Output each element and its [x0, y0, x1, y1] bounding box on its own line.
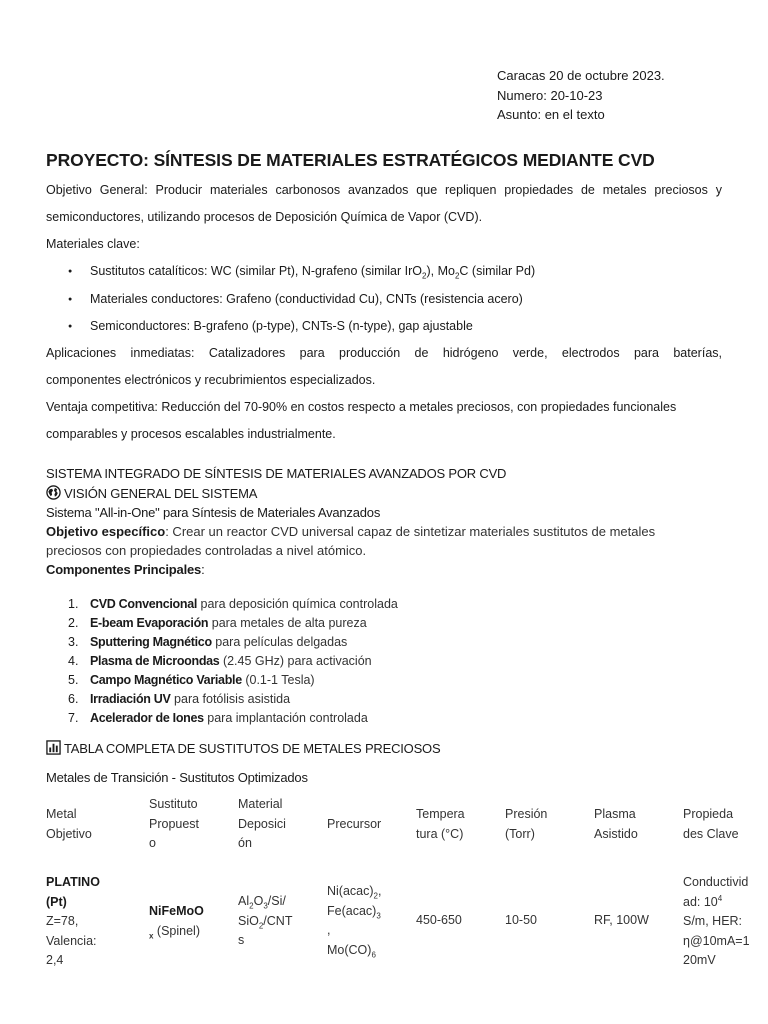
applications-line-1: Aplicaciones inmediatas: Catalizadores para producción de hidrógeno verde, electrodos para baterías,	[46, 346, 722, 360]
document-number: Numero: 20-10-23	[497, 87, 603, 103]
table-cell-properties: Conductivid ad: $10^4$ S/m, HER: η@10mA=1 20mV	[683, 875, 750, 967]
advantage-line-1: Ventaja competitiva: Reducción del 70-90% en costos respecto a metales preciosos, con propiedades funcionales	[46, 400, 677, 414]
table-subheading: Metales de Transición - Sustitutos Optimizados	[46, 770, 308, 785]
letter-header	[497, 66, 665, 125]
table-cell-temperature: 450-650	[416, 913, 462, 927]
table-cell-metal: PLATINO (Pt) Z=78, Valencia: 2,4	[46, 875, 100, 967]
specific-objective-cont: preciosos con propiedades controladas a nivel atómico.	[46, 543, 367, 558]
place-date: Caracas 20 de octubre 2023.	[497, 68, 665, 83]
list-item: ● Materiales conductores: Grafeno (conductividad Cu), CNTs (resistencia acero)	[66, 286, 535, 314]
components-list	[68, 595, 398, 728]
specific-objective: Objetivo específico: Crear un reactor CVD universal capaz de sintetizar materiales sustitutos de metales	[46, 524, 656, 539]
advantage-line-2: comparables y procesos escalables industrialmente.	[46, 427, 336, 441]
table-cell-precursor: $Ni(acac)_2$, $Fe(acac)_3$ , $Mo(CO)_6$	[327, 884, 382, 959]
table-header-plasma: Plasma Asistido	[594, 807, 638, 841]
table-header-material: Material Deposici ón	[238, 797, 286, 850]
system-subtitle: Sistema "All-in-One" para Síntesis de Materiales Avanzados	[46, 505, 381, 520]
globe-icon	[46, 485, 61, 500]
table-header-temperature: Tempera tura (°C)	[416, 807, 465, 841]
table-header-substitute: Sustituto Propuest o	[149, 797, 200, 850]
applications-line-2: componentes electrónicos y recubrimientos especializados.	[46, 373, 376, 387]
list-item: 4. Plasma de Microondas (2.45 GHz) para activación	[68, 654, 372, 668]
list-item: ● Semiconductores: B-grafeno (p-type), CNTs-S (n-type), gap ajustable	[66, 313, 535, 341]
list-item: 7. Acelerador de Iones para implantación controlada	[68, 711, 368, 725]
table-header-precursor: Precursor	[327, 817, 382, 831]
table-heading: TABLA COMPLETA DE SUSTITUTOS DE METALES PRECIOSOS	[46, 739, 440, 758]
list-item: 1. CVD Convencional para deposición química controlada	[68, 597, 398, 611]
components-heading: Componentes Principales:	[46, 562, 205, 577]
list-item: 6. Irradiación UV para fotólisis asistida	[68, 692, 291, 706]
objective-line-1: Objetivo General: Producir materiales carbonosos avanzados que repliquen propiedades de metales preciosos y	[46, 183, 722, 197]
materials-list	[66, 258, 535, 341]
objective-line-2: semiconductores, utilizando procesos de Deposición Química de Vapor (CVD).	[46, 210, 483, 224]
table-header-metal: Metal Objetivo	[46, 807, 92, 841]
table-cell-plasma: RF, 100W	[594, 913, 649, 927]
list-item: 2. E-beam Evaporación para metales de alta pureza	[68, 616, 367, 630]
table-header-pressure: Presión (Torr)	[505, 807, 548, 841]
table-cell-pressure: 10-50	[505, 913, 537, 927]
list-item: 5. Campo Magnético Variable (0.1-1 Tesla)	[68, 673, 315, 687]
document-subject: Asunto: en el texto	[497, 107, 605, 122]
table-cell-substitute: NiFeMoO $_x$ (Spinel)	[149, 904, 204, 940]
overview-heading: VISIÓN GENERAL DEL SISTEMA	[46, 484, 257, 503]
list-item: ● Sustitutos catalíticos: WC (similar Pt), N-grafeno (similar IrO$_2$), $Mo_2C$ (similar Pd)	[66, 258, 535, 286]
table-header-properties: Propieda des Clave	[683, 807, 739, 841]
system-heading: SISTEMA INTEGRADO DE SÍNTESIS DE MATERIALES AVANZADOS POR CVD	[46, 466, 507, 481]
materials-label: Materiales clave:	[46, 237, 140, 251]
table-cell-material: $Al_2O_3/Si/$ SiO$_2$/CNT s	[238, 894, 293, 947]
page-title: PROYECTO: SÍNTESIS DE MATERIALES ESTRATÉGICOS MEDIANTE CVD	[46, 150, 655, 170]
list-item: 3. Sputtering Magnético para películas delgadas	[68, 635, 348, 649]
bar-chart-icon	[46, 740, 61, 755]
